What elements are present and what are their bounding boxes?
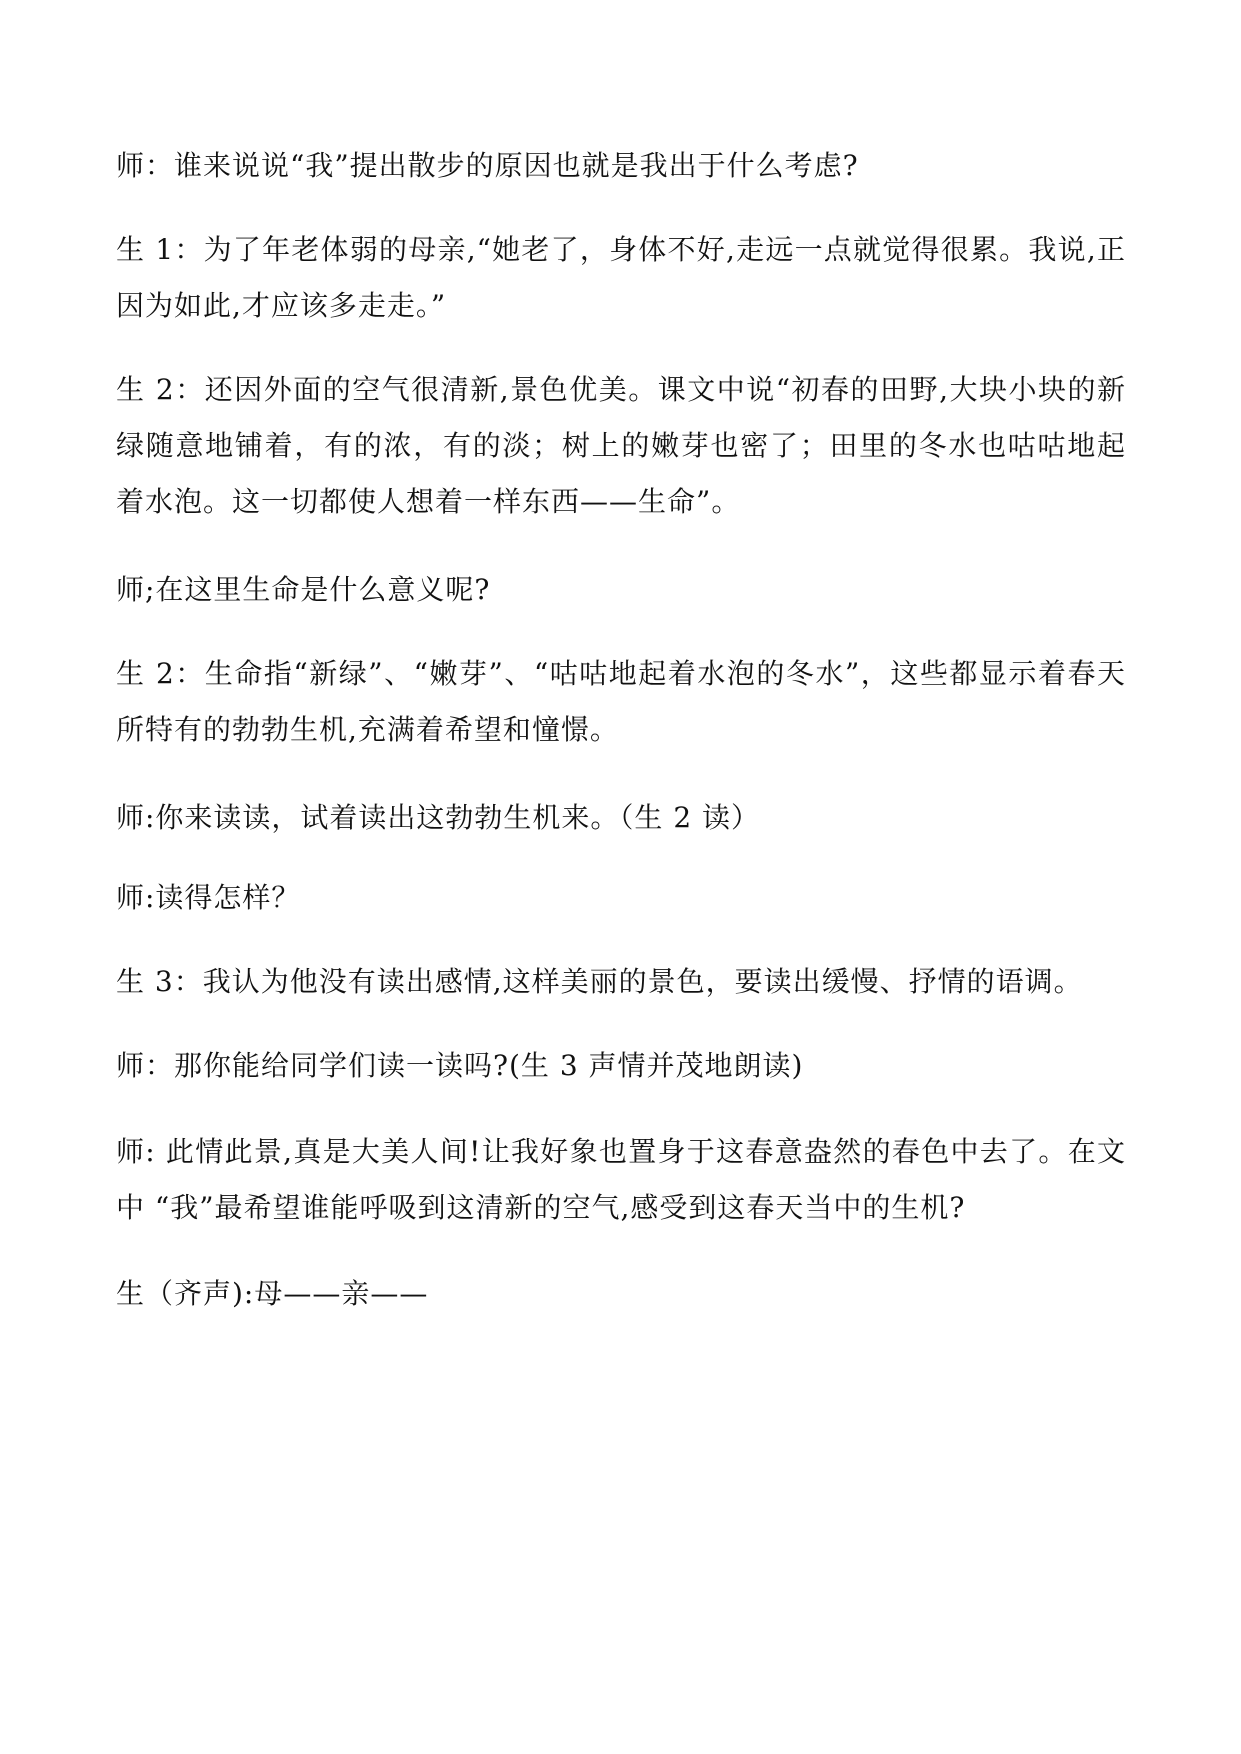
paragraph-student2-meaning: 生 2：生命指“新绿”、“嫩芽”、“咕咕地起着水泡的冬水”，这些都显示着春天所特有的勃勃生机,充满着希望和憧憬。	[116, 657, 1126, 746]
paragraph-teacher-meaning-question: 师;在这里生命是什么意义呢?	[116, 573, 491, 606]
paragraph-teacher-invite: 师：那你能给同学们读一读吗?(生 3 声情并茂地朗读)	[116, 1049, 804, 1082]
paragraph-students-chorus: 生（齐声):母——亲——	[116, 1277, 429, 1310]
paragraph-teacher-read-prompt: 师:你来读读，试着读出这勃勃生机来。（生 2 读）	[116, 801, 761, 834]
paragraph-teacher-scene: 师: 此情此景,真是大美人间!让我好象也置身于这春意盎然的春色中去了。在文中 “我”最希望谁能呼吸到这清新的空气,感受到这春天当中的生机?	[116, 1135, 1126, 1224]
paragraph-student3-comment: 生 3：我认为他没有读出感情,这样美丽的景色，要读出缓慢、抒情的语调。	[116, 965, 1083, 998]
paragraph-student2-answer: 生 2：还因外面的空气很清新,景色优美。课文中说“初春的田野,大块小块的新绿随意地铺着，有的浓，有的淡；树上的嫩芽也密了；田里的冬水也咕咕地起着水泡。这一切都使人想着一样东西——生命”。	[116, 373, 1126, 518]
paragraph-student1-answer: 生 1：为了年老体弱的母亲,“她老了，身体不好,走远一点就觉得很累。我说,正因为如此,才应该多走走。”	[116, 233, 1126, 322]
paragraph-teacher-how-read: 师:读得怎样？	[116, 881, 301, 914]
paragraph-teacher-question-reason: 师：谁来说说“我”提出散步的原因也就是我出于什么考虑?	[116, 149, 859, 182]
